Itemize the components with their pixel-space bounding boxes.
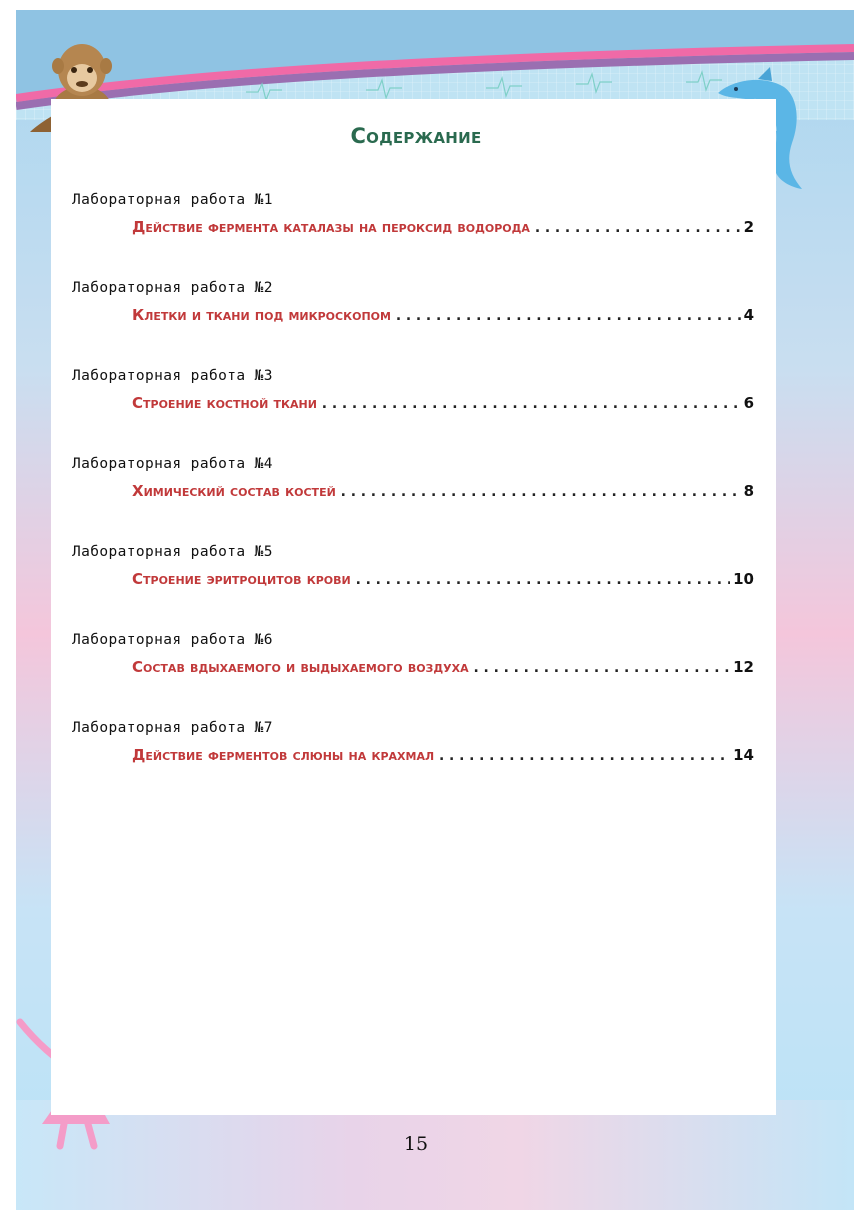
entry-label: Лабораторная работа №3 xyxy=(72,368,273,384)
page-number: 15 xyxy=(403,1133,429,1155)
page-title: Содержание xyxy=(350,124,482,148)
toc-entry[interactable] xyxy=(132,306,754,328)
entry-label: Лабораторная работа №5 xyxy=(72,544,273,560)
toc-entry[interactable] xyxy=(132,570,754,592)
entry-page-number: 6 xyxy=(743,394,754,412)
dot-leader xyxy=(394,306,741,324)
dot-leader xyxy=(472,658,730,676)
dot-leader xyxy=(533,218,741,236)
entry-page-number: 8 xyxy=(743,482,754,500)
dot-leader xyxy=(320,394,741,412)
entry-label: Лабораторная работа №2 xyxy=(72,280,273,296)
entry-page-number: 10 xyxy=(733,570,754,588)
toc-entry[interactable] xyxy=(132,394,754,416)
entry-title: Действие ферментов слюны на крахмал xyxy=(132,746,435,764)
dot-leader xyxy=(354,570,730,588)
toc-entry[interactable] xyxy=(132,658,754,680)
entry-title: Химический состав костей xyxy=(132,482,336,500)
entry-title: Состав вдыхаемого и выдыхаемого воздуха xyxy=(132,658,469,676)
entry-label: Лабораторная работа №7 xyxy=(72,720,273,736)
content-panel xyxy=(51,99,776,1115)
entry-label: Лабораторная работа №1 xyxy=(72,192,273,208)
dot-leader xyxy=(339,482,741,500)
entry-label: Лабораторная работа №4 xyxy=(72,456,273,472)
entry-page-number: 4 xyxy=(743,306,754,324)
toc-entry[interactable] xyxy=(132,746,754,768)
entry-page-number: 2 xyxy=(743,218,754,236)
frame-bottom-band xyxy=(16,1100,854,1210)
entry-title: Строение костной ткани xyxy=(132,394,317,412)
entry-title: Действие фермента каталазы на пероксид водорода xyxy=(132,218,530,236)
toc-entry[interactable] xyxy=(132,218,754,240)
entry-title: Строение эритроцитов крови xyxy=(132,570,351,588)
toc-entry[interactable] xyxy=(132,482,754,504)
entry-page-number: 14 xyxy=(733,746,754,764)
entry-label: Лабораторная работа №6 xyxy=(72,632,273,648)
entry-page-number: 12 xyxy=(733,658,754,676)
entry-title: Клетки и ткани под микроскопом xyxy=(132,306,391,324)
dot-leader xyxy=(437,746,730,764)
